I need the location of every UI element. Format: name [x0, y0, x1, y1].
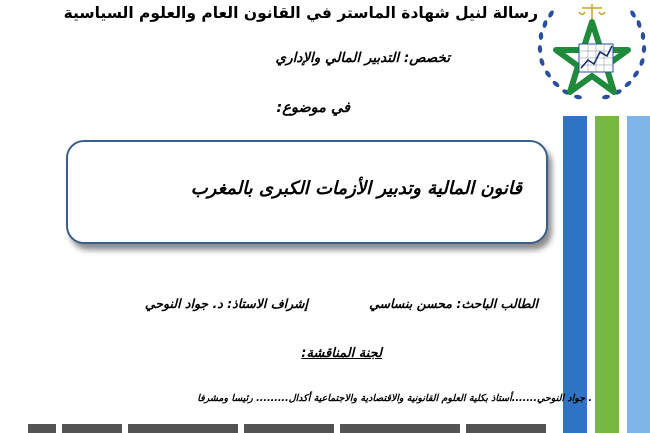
- stripe-green: [595, 116, 619, 433]
- topic-label: في موضوع:: [276, 100, 350, 116]
- thesis-title-box: [66, 140, 548, 244]
- specialty-line: تخصص: التدبير المالي والإداري: [275, 50, 450, 66]
- thesis-title: قانون المالية وتدبير الأزمات الكبرى بالمغرب: [190, 178, 522, 199]
- committee-heading: لجنة المناقشة:: [301, 346, 382, 361]
- supervisor-name: إشراف الاستاذ: د. جواد النوحي: [144, 296, 308, 311]
- university-emblem-icon: [533, 0, 650, 110]
- committee-member-row: [0, 393, 650, 404]
- student-name: الطالب الباحث: محسن بنساسي: [369, 296, 538, 311]
- degree-statement: رسالة لنيل شهادة الماستر في القانون العام والعلوم السياسية: [63, 4, 538, 22]
- stripe-blue: [563, 116, 587, 433]
- stripe-light-blue: [627, 116, 650, 433]
- committee-member-text: . جواد النوحي.......أستاذ بكلية العلوم القانونية والاقتصادية والاجتماعية أكدال......... رئيسا ومشرفا: [197, 393, 592, 404]
